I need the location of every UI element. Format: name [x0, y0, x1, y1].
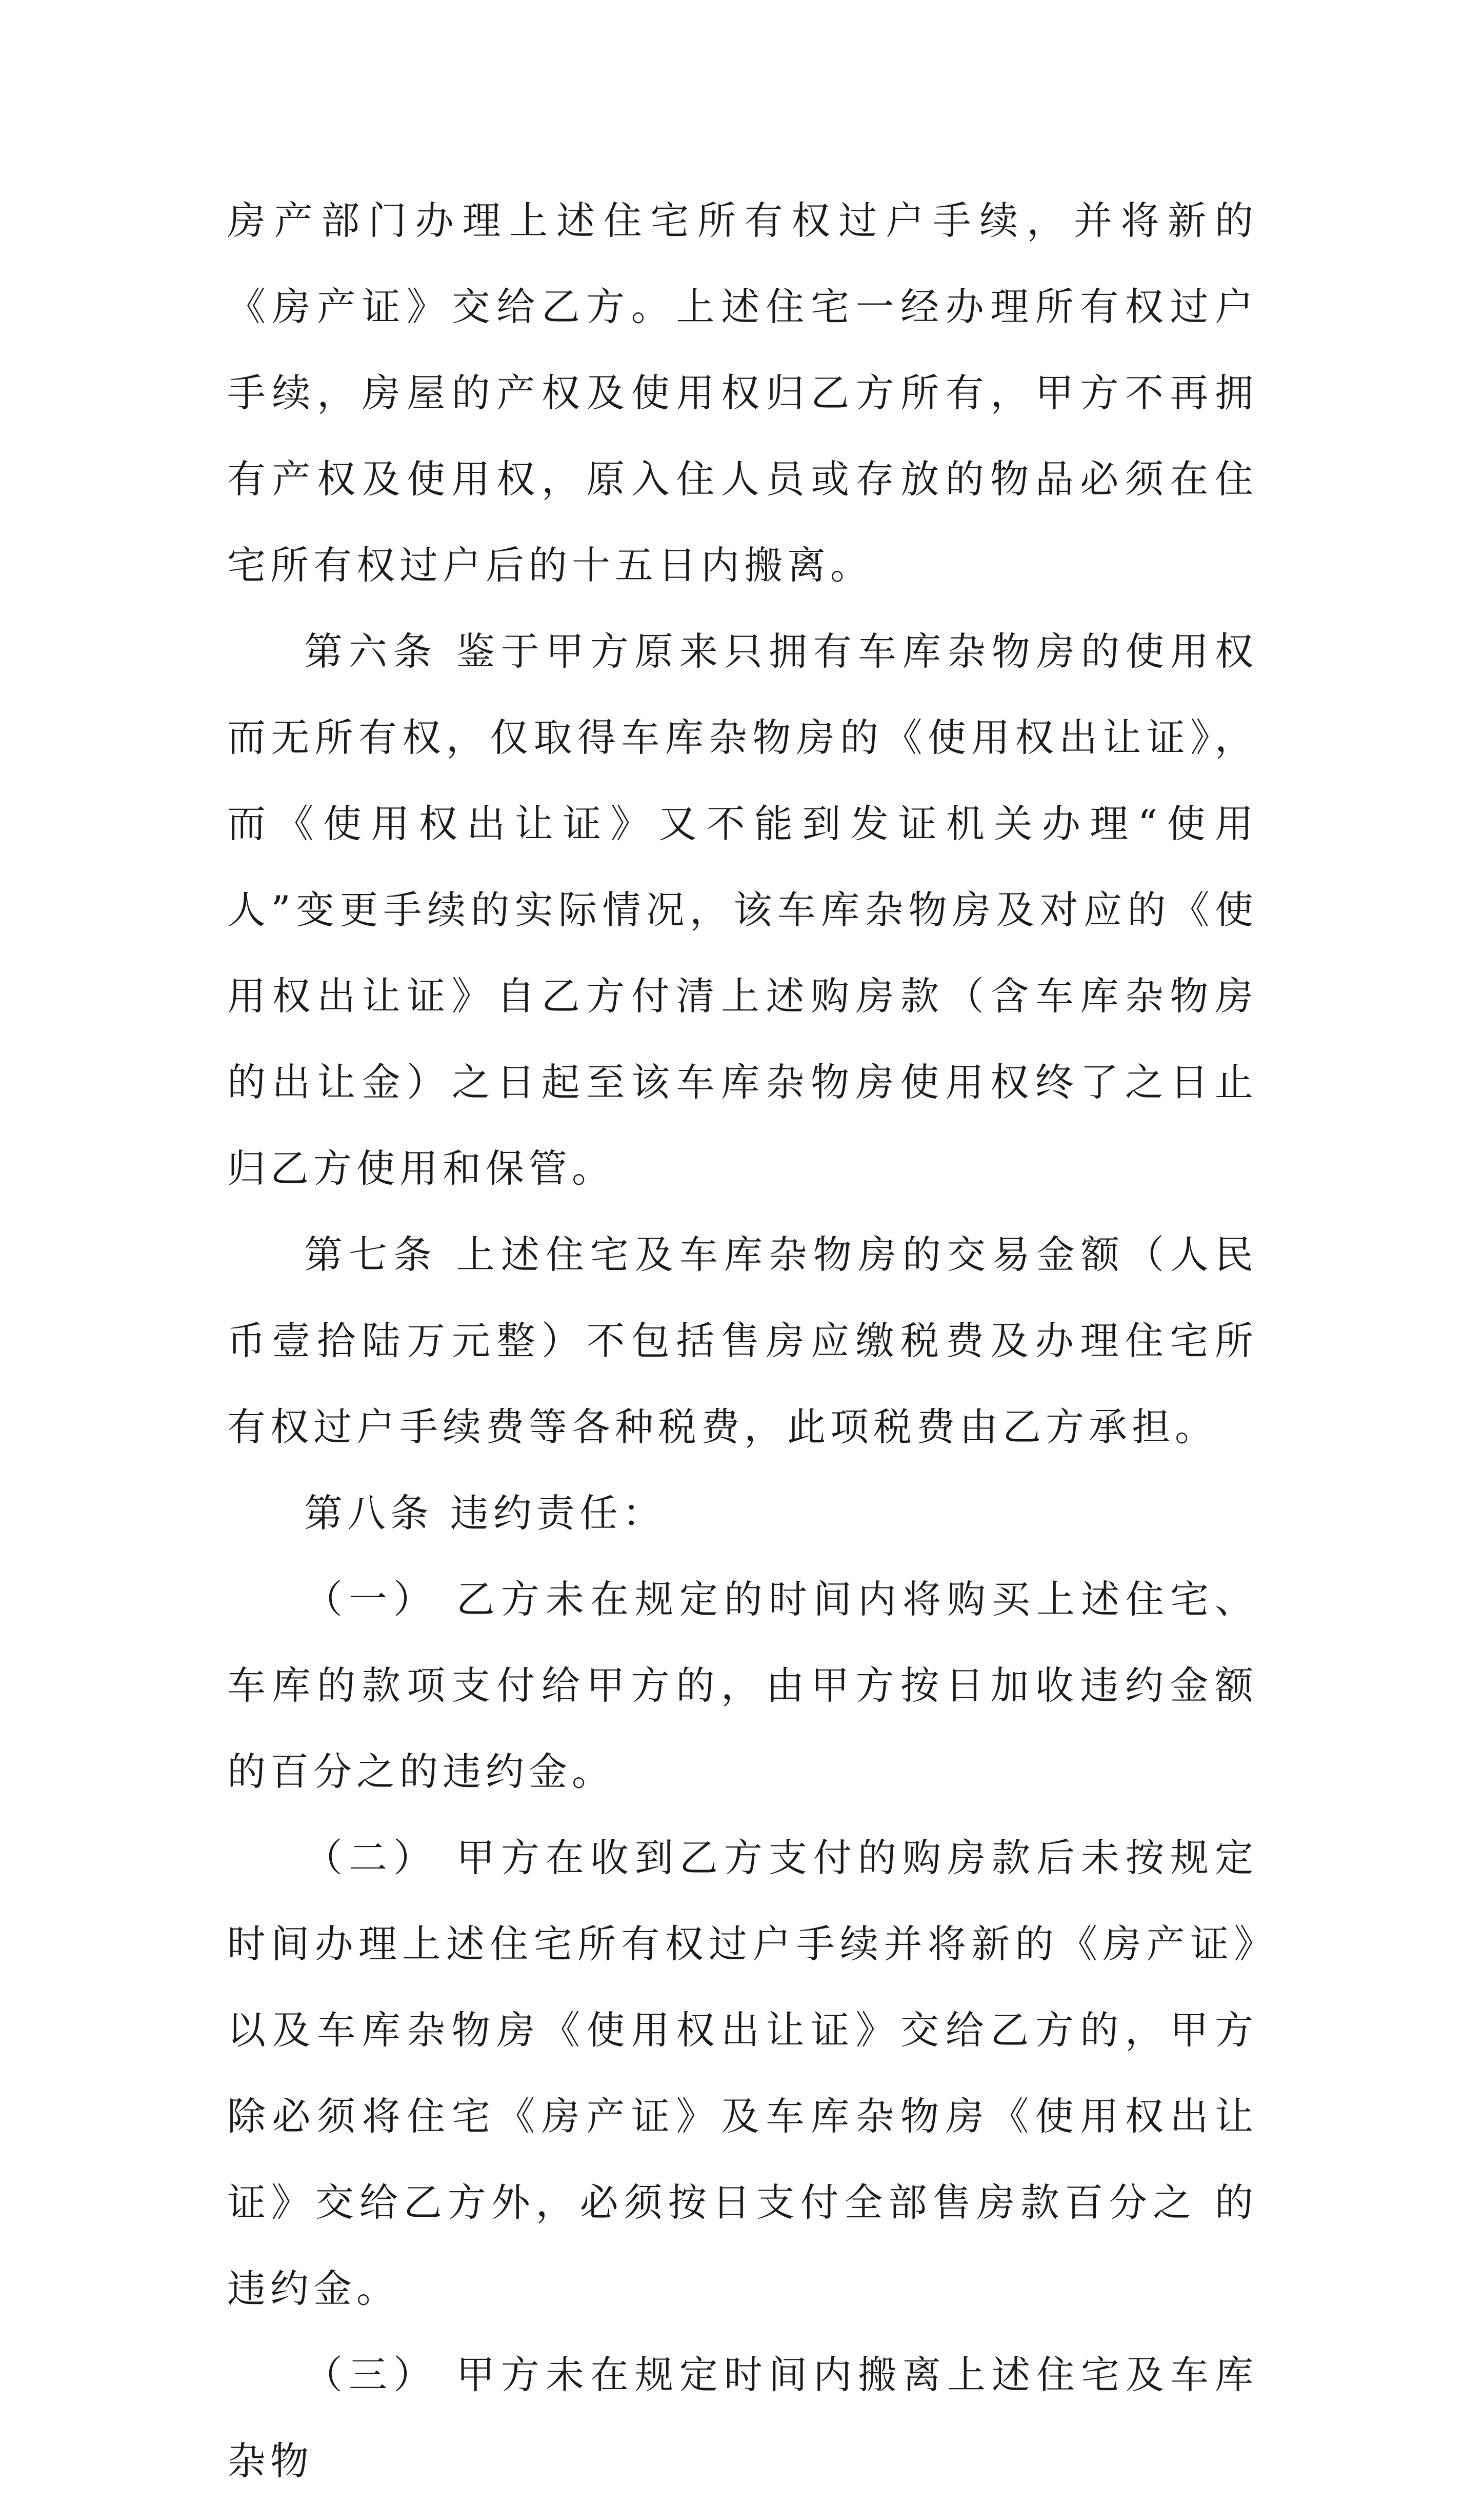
paragraph-article-6: 第六条 鉴于甲方原来只拥有车库杂物房的使用权而无所有权，仅取得车库杂物房的《使用权出让证》，而《使用权出让证》又不能到发证机关办理“使用人”变更手续的实际情况，该车库杂物房及对应的《使用权出让证》自乙方付清上述购房款（含车库杂物房的出让金）之日起至该车库杂物房使用权终了之日止归乙方使用和保管。: [227, 629, 1258, 1191]
paragraph-article-7: 第七条 上述住宅及车库杂物房的交易金额（人民币壹拾陆万元整）不包括售房应缴税费及办理住宅所有权过户手续费等各种税费，此项税费由乙方承担。: [227, 1232, 1258, 1449]
contract-body: [227, 177, 1258, 2504]
paragraph-article-8-heading: 第八条 违约责任：: [304, 1491, 666, 1536]
paragraph-article-8-item-3: （三） 甲方未在规定时间内搬离上述住宅及车库杂物: [227, 2352, 1258, 2483]
paragraph-article-8-item-2: （二） 甲方在收到乙方支付的购房款后未按规定时间办理上述住宅所有权过户手续并将新的《房产证》以及车库杂物房《使用权出让证》交给乙方的，甲方除必须将住宅《房产证》及车库杂物房《使用权出让证》交给乙方外，必须按日支付全部售房款百分之 的违约金。: [227, 1835, 1258, 2311]
paragraph-transfer-procedure: 房产部门办理上述住宅所有权过户手续，并将新的《房产证》交给乙方。上述住宅一经办理所有权过户手续，房屋的产权及使用权归乙方所有，甲方不再拥有产权及使用权，原入住人员或存放的物品必须在住宅所有权过户后的十五日内搬离。: [227, 198, 1258, 588]
paragraph-article-8-item-1: （一） 乙方未在规定的时间内将购买上述住宅、车库的款项支付给甲方的，由甲方按日加收违约金额的百分之的违约金。: [227, 1577, 1258, 1794]
